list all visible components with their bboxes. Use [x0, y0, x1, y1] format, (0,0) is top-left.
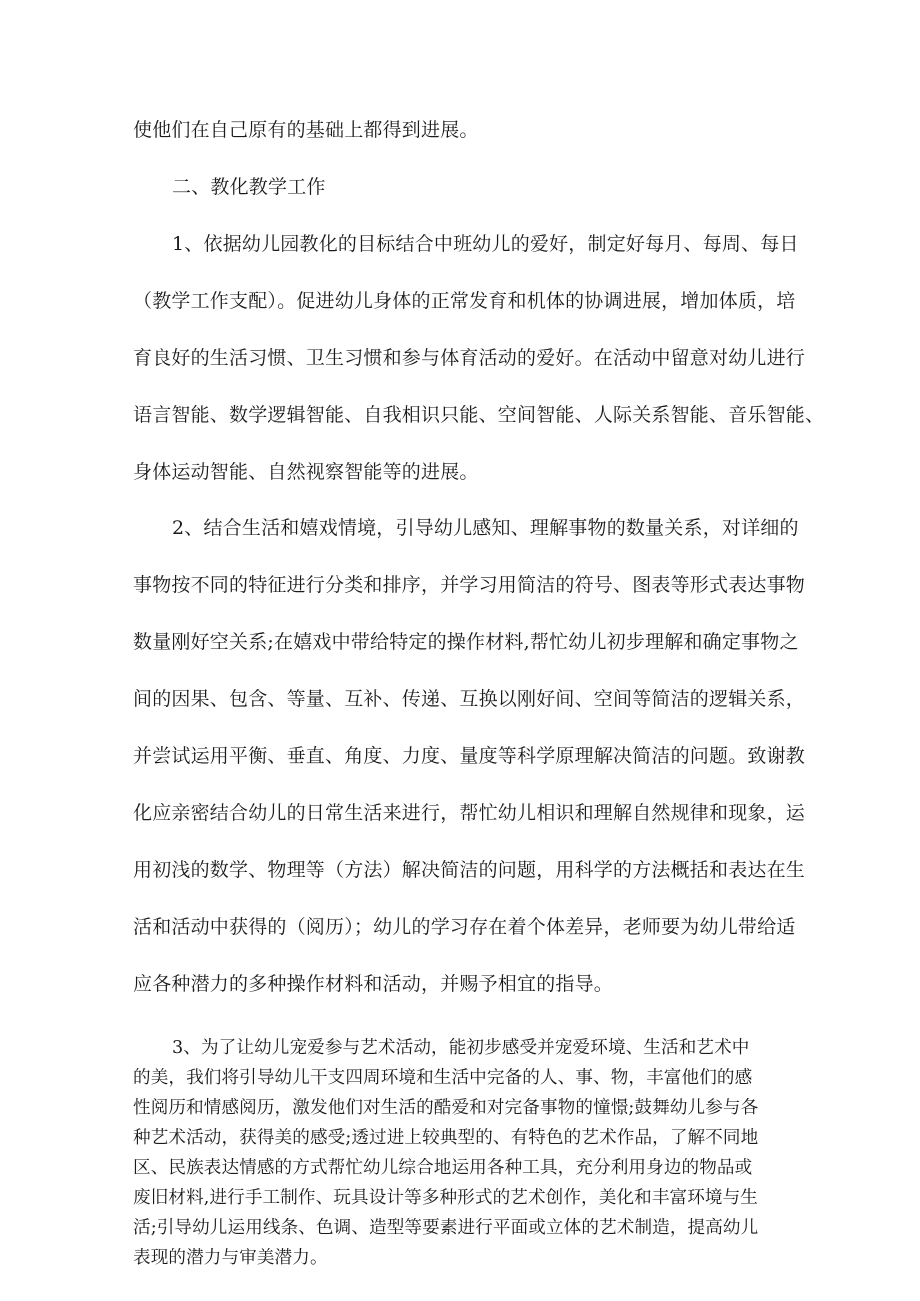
text-line: 化应亲密结合幼儿的日常生活来进行，帮忙幼儿相识和理解自然规律和现象，运 — [133, 802, 806, 824]
text-line: 用初浅的数学、物理等（方法）解决简洁的问题，用科学的方法概括和表达在生 — [133, 859, 806, 881]
text-line: 间的因果、包含、等量、互补、传递、互换以刚好间、空间等简洁的逻辑关系， — [133, 688, 806, 710]
text-line: 废旧材料,进行手工制作、玩具设计等多种形式的艺术创作，美化和丰富环境与生 — [133, 1188, 758, 1208]
text-line: 应各种潜力的多种操作材料和活动，并赐予相宜的指导。 — [133, 973, 614, 995]
text-line: 数量刚好空关系;在嬉戏中带给特定的操作材料,帮忙幼儿初步理解和确定事物之 — [133, 631, 799, 653]
text-line: 2、结合生活和嬉戏情境，引导幼儿感知、理解事物的数量关系，对详细的 — [172, 517, 799, 539]
text-line: 性阅历和情感阅历，激发他们对生活的酷爱和对完备事物的憧憬;鼓舞幼儿参与各 — [133, 1098, 759, 1118]
text-line: 使他们在自己原有的基础上都得到进展。 — [133, 119, 479, 141]
text-line: 表现的潜力与审美潜力。 — [133, 1248, 328, 1268]
text-line: 3、为了让幼儿宠爱参与艺术活动，能初步感受并宠爱环境、生活和艺术中 — [172, 1038, 750, 1058]
text-line: （教学工作支配）。促进幼儿身体的正常发育和机体的协调进展，增加体质，培 — [133, 290, 796, 312]
text-line: 区、民族表达情感的方式帮忙幼儿综合地运用各种工具，充分利用身边的物品或 — [133, 1158, 753, 1178]
section-heading: 二、教化教学工作 — [172, 176, 326, 198]
text-line: 并尝试运用平衡、垂直、角度、力度、量度等科学原理解决简洁的问题。致谢教 — [133, 745, 806, 767]
text-line: 育良好的生活习惯、卫生习惯和参与体育活动的爱好。在活动中留意对幼儿进行 — [133, 347, 806, 369]
text-line: 语言智能、数学逻辑智能、自我相识只能、空间智能、人际关系智能、音乐智能、 — [133, 404, 825, 426]
text-line: 的美，我们将引导幼儿干支四周环境和生活中完备的人、事、物，丰富他们的感 — [133, 1068, 753, 1088]
text-line: 种艺术活动，获得美的感受;透过进上较典型的、有特色的艺术作品，了解不同地 — [133, 1128, 759, 1148]
text-line: 1、依据幼儿园教化的目标结合中班幼儿的爱好，制定好每月、每周、每日 — [172, 233, 799, 255]
text-line: 事物按不同的特征进行分类和排序，并学习用简洁的符号、图表等形式表达事物 — [133, 574, 806, 596]
text-line: 活和活动中获得的（阅历）；幼儿的学习存在着个体差异，老师要为幼儿带给适 — [133, 916, 796, 938]
text-line: 活;引导幼儿运用线条、色调、造型等要素进行平面或立体的艺术制造，提高幼儿 — [133, 1218, 759, 1238]
text-line: 身体运动智能、自然视察智能等的进展。 — [133, 461, 479, 483]
